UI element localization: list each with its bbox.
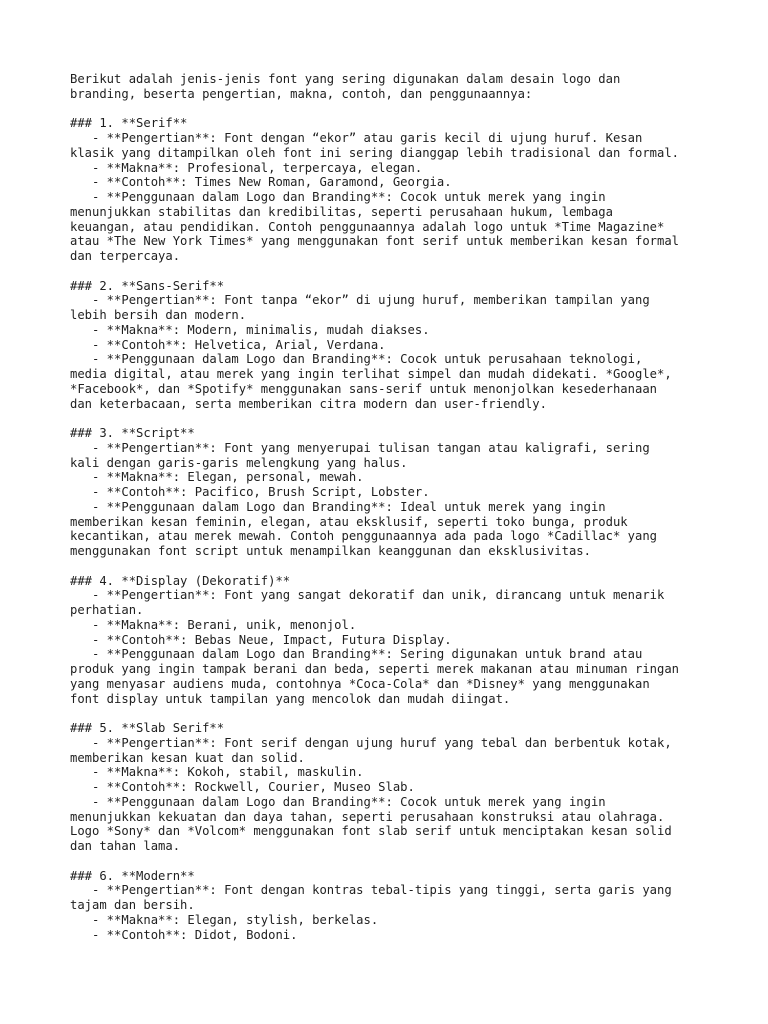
section-line: - **Contoh**: Times New Roman, Garamond, Georgia. [70, 175, 452, 190]
section-line: lebih bersih dan modern. [70, 308, 247, 322]
section-display [70, 574, 710, 707]
section-line: - **Makna**: Elegan, personal, mewah. [70, 470, 364, 485]
section-line: dan terpercaya. [70, 249, 181, 263]
section-heading: ### 1. **Serif** [70, 116, 188, 131]
section-line: - **Makna**: Profesional, terpercaya, elegan. [70, 160, 423, 175]
section-line: menunjukkan stabilitas dan kredibilitas, seperti perusahaan hukum, lembaga [70, 204, 613, 219]
section-line: - **Penggunaan dalam Logo dan Branding**: Cocok untuk merek yang ingin [70, 190, 606, 204]
intro-line: Berikut adalah jenis-jenis font yang sering digunakan dalam desain logo dan [70, 72, 621, 86]
section-line: - **Makna**: Elegan, stylish, berkelas. [70, 912, 379, 927]
section-line: media digital, atau merek yang ingin terlihat simpel dan mudah didekati. *Google*, [70, 367, 672, 381]
section-heading: ### 2. **Sans-Serif** [70, 278, 225, 293]
section-line: - **Makna**: Kokoh, stabil, maskulin. [70, 765, 364, 780]
section-script [70, 426, 710, 559]
section-line: klasik yang ditampilkan oleh font ini sering dianggap lebih tradisional dan formal. [70, 145, 680, 160]
section-line: - **Contoh**: Helvetica, Arial, Verdana. [70, 337, 386, 352]
section-line: perhatian. [70, 603, 144, 617]
section-line: dan keterbacaan, serta memberikan citra modern dan user-friendly. [70, 396, 547, 411]
section-line: memberikan kesan feminin, elegan, atau eksklusif, seperti toko bunga, produk [70, 514, 628, 529]
section-heading: ### 3. **Script** [70, 426, 195, 440]
section-line: - **Pengertian**: Font tanpa “ekor” di ujung huruf, memberikan tampilan yang [70, 293, 650, 308]
section-line: dan tahan lama. [70, 839, 181, 853]
section-line: - **Pengertian**: Font yang menyerupai tulisan tangan atau kaligrafi, sering [70, 440, 650, 455]
section-line: memberikan kesan kuat dan solid. [70, 750, 305, 765]
section-line: - **Pengertian**: Font dengan “ekor” atau garis kecil di ujung huruf. Kesan [70, 131, 643, 145]
section-heading: ### 4. **Display (Dekoratif)** [70, 573, 291, 588]
section-line: - **Makna**: Berani, unik, menonjol. [70, 617, 357, 632]
section-sans-serif [70, 279, 710, 412]
section-line: - **Contoh**: Bebas Neue, Impact, Futura Display. [70, 632, 452, 647]
section-heading: ### 6. **Modern** [70, 868, 195, 883]
section-line: yang menyasar audiens muda, contohnya *Coca-Cola* dan *Disney* yang menggunakan [70, 676, 650, 691]
section-line: kali dengan garis-garis melengkung yang halus. [70, 455, 408, 470]
section-line: *Facebook*, dan *Spotify* menggunakan sans-serif untuk menonjolkan kesederhanaan [70, 381, 657, 396]
section-heading: ### 5. **Slab Serif** [70, 721, 225, 735]
paragraph-gap [70, 559, 710, 574]
section-line: - **Pengertian**: Font serif dengan ujung huruf yang tebal dan berbentuk kotak, [70, 735, 672, 750]
section-line: - **Contoh**: Rockwell, Courier, Museo Slab. [70, 780, 415, 794]
section-line: produk yang ingin tampak berani dan beda, seperti merek makanan atau minuman ringan [70, 662, 680, 676]
section-line: font display untuk tampilan yang mencolok dan mudah diingat. [70, 691, 511, 706]
document-page [70, 72, 710, 942]
section-line: - **Makna**: Modern, minimalis, mudah diakses. [70, 322, 430, 337]
section-line: atau *The New York Times* yang menggunakan font serif untuk memberikan kesan formal [70, 234, 680, 249]
section-line: keuangan, atau pendidikan. Contoh penggunaannya adalah logo untuk *Time Magazine* [70, 219, 665, 234]
section-line: kecantikan, atau merek mewah. Contoh penggunaannya ada pada logo *Cadillac* yang [70, 529, 657, 544]
intro-paragraph [70, 72, 710, 102]
section-line: menggunakan font script untuk menampilkan keanggunan dan eksklusivitas. [70, 544, 591, 558]
section-line: - **Penggunaan dalam Logo dan Branding**: Ideal untuk merek yang ingin [70, 499, 606, 514]
section-line: - **Penggunaan dalam Logo dan Branding**: Cocok untuk merek yang ingin [70, 794, 606, 809]
paragraph-gap [70, 102, 710, 117]
paragraph-gap [70, 706, 710, 721]
paragraph-gap [70, 854, 710, 869]
paragraph-gap [70, 411, 710, 426]
section-line: - **Penggunaan dalam Logo dan Branding**: Cocok untuk perusahaan teknologi, [70, 352, 643, 367]
section-line: - **Pengertian**: Font yang sangat dekoratif dan unik, dirancang untuk menarik [70, 588, 665, 603]
section-line: Logo *Sony* dan *Volcom* menggunakan font slab serif untuk menciptakan kesan solid [70, 824, 672, 839]
section-serif [70, 116, 710, 264]
paragraph-gap [70, 264, 710, 279]
section-line: - **Penggunaan dalam Logo dan Branding**: Sering digunakan untuk brand atau [70, 647, 643, 662]
section-slab-serif [70, 721, 710, 854]
section-modern [70, 869, 710, 943]
section-line: tajam dan bersih. [70, 898, 195, 912]
section-line: - **Contoh**: Pacifico, Brush Script, Lobster. [70, 485, 430, 499]
section-line: - **Pengertian**: Font dengan kontras tebal-tipis yang tinggi, serta garis yang [70, 883, 672, 898]
section-line: - **Contoh**: Didot, Bodoni. [70, 927, 298, 942]
intro-line: branding, beserta pengertian, makna, contoh, dan penggunaannya: [70, 86, 533, 101]
section-line: menunjukkan kekuatan dan daya tahan, seperti perusahaan konstruksi atau olahraga. [70, 809, 665, 824]
